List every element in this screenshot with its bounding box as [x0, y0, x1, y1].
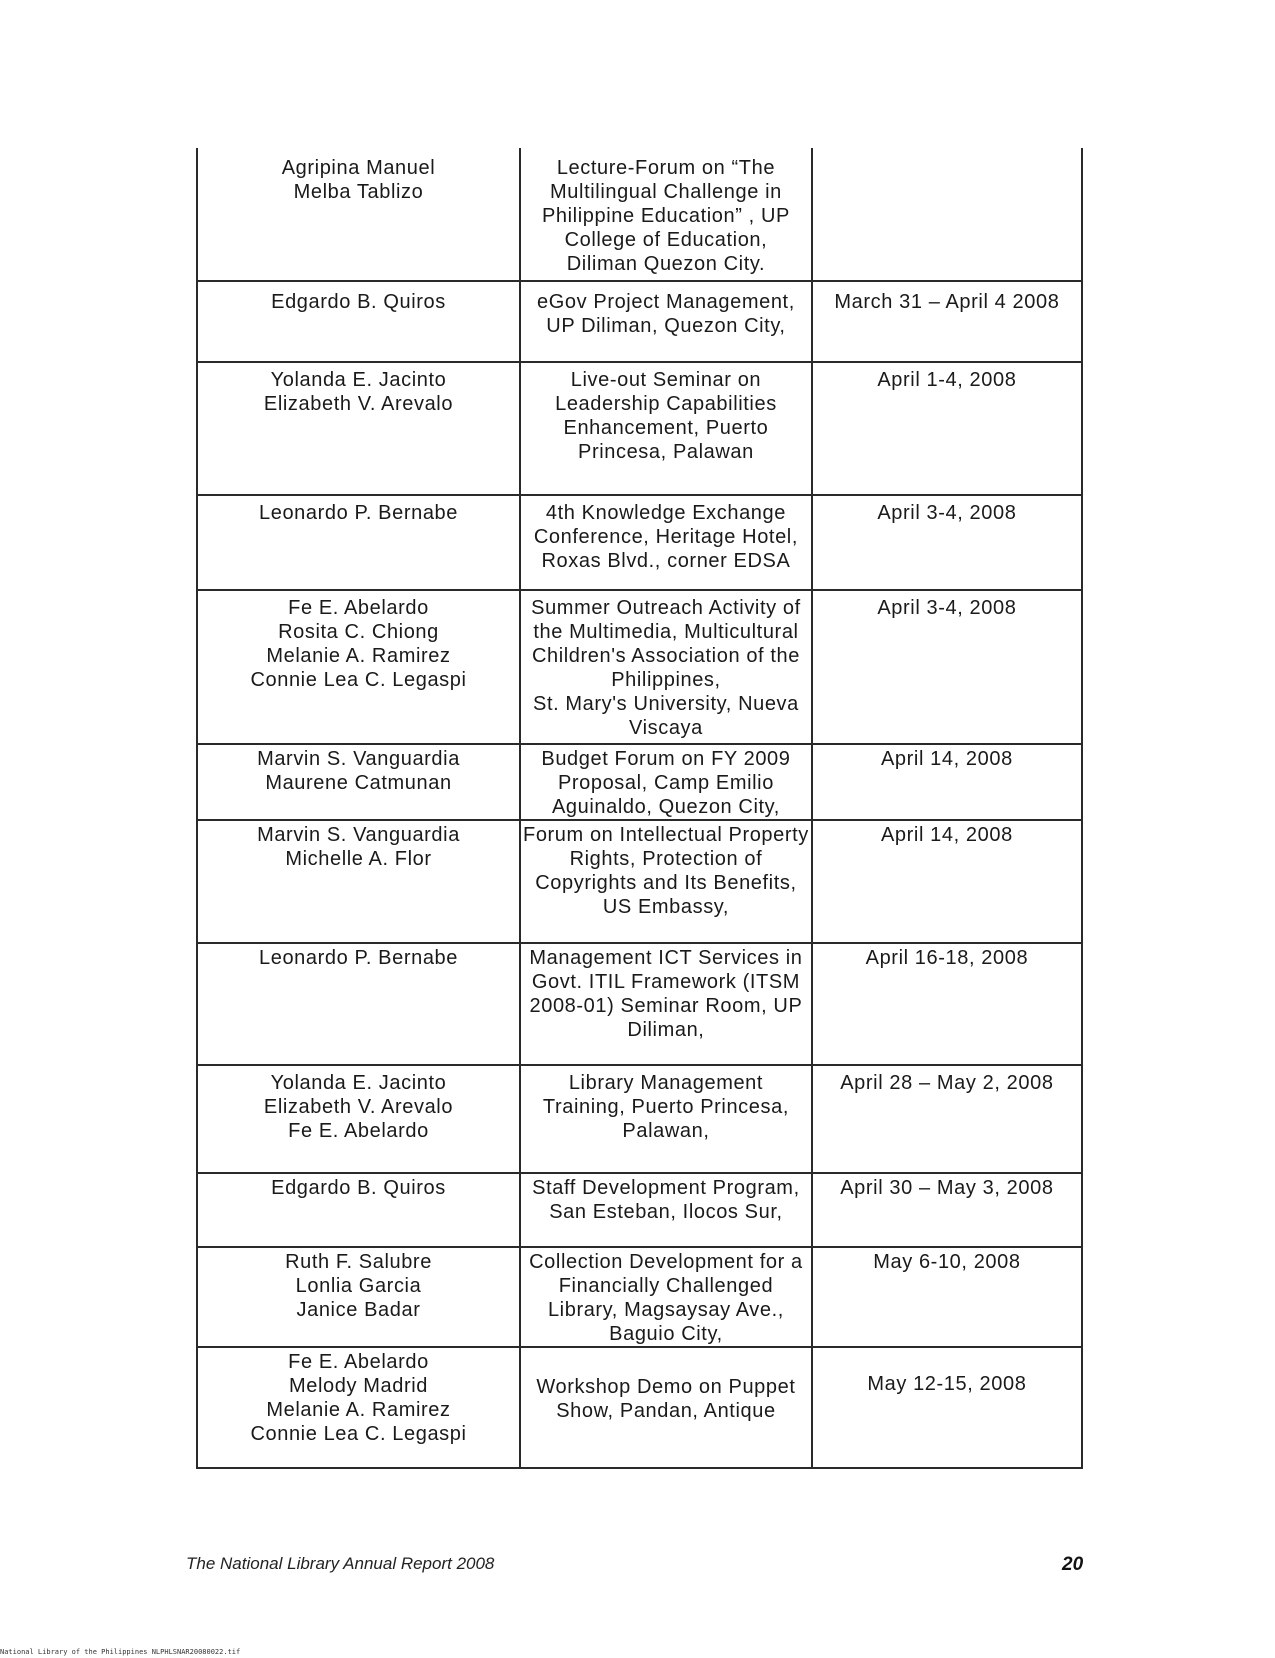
event-cell [520, 1247, 812, 1347]
table-row [197, 744, 1082, 820]
participant-name: Agripina Manuel [281, 157, 436, 179]
event-cell [520, 590, 812, 744]
event-line: Live-out Seminar on [570, 369, 762, 391]
page-number: 20 [1062, 1554, 1084, 1575]
event-line: Philippine Education” , UP [541, 205, 790, 227]
event-cell [520, 744, 812, 820]
event-cell [520, 1065, 812, 1173]
table-row [197, 943, 1082, 1065]
participant-name: Elizabeth V. Arevalo [263, 393, 454, 415]
participant-name: Marvin S. Vanguardia [257, 824, 460, 846]
event-date: April 1-4, 2008 [877, 369, 1017, 391]
event-date: April 14, 2008 [880, 824, 1013, 846]
footer-report-title: The National Library Annual Report 2008 [186, 1554, 495, 1573]
event-line: Training, Puerto Princesa, [542, 1096, 789, 1118]
participants-cell [197, 943, 520, 1065]
event-cell [520, 148, 812, 281]
event-line: 4th Knowledge Exchange [545, 502, 786, 524]
event-line: Staff Development Program, [532, 1177, 800, 1199]
participant-name: Yolanda E. Jacinto [270, 1072, 447, 1094]
training-table-body [197, 148, 1082, 1468]
event-date: May 12-15, 2008 [867, 1373, 1027, 1395]
event-line: Baguio City, [609, 1323, 723, 1345]
date-cell [812, 1173, 1082, 1247]
participant-name: Michelle A. Flor [285, 848, 432, 870]
table-row [197, 362, 1082, 495]
participants-cell [197, 1247, 520, 1347]
participants-cell [197, 820, 520, 943]
date-cell [812, 943, 1082, 1065]
event-line: Management ICT Services in [529, 947, 803, 969]
event-line: Workshop Demo on Puppet [536, 1375, 796, 1398]
date-cell [812, 362, 1082, 495]
event-line: eGov Project Management, [537, 291, 795, 313]
event-cell [520, 1173, 812, 1247]
event-line: Palawan, [622, 1120, 710, 1142]
participants-cell [197, 1347, 520, 1468]
participant-name: Edgardo B. Quiros [271, 291, 446, 313]
event-line: Collection Development for a [529, 1251, 803, 1273]
event-cell [520, 1347, 812, 1468]
event-line: Enhancement, Puerto [563, 417, 769, 439]
participant-name: Yolanda E. Jacinto [270, 369, 447, 391]
event-line: Princesa, Palawan [578, 441, 754, 463]
participants-cell [197, 590, 520, 744]
event-date: April 3-4, 2008 [877, 502, 1017, 524]
table-row [197, 590, 1082, 744]
event-line: Summer Outreach Activity of [531, 597, 801, 619]
event-line: Viscaya [629, 717, 703, 739]
event-date: April 3-4, 2008 [877, 597, 1017, 619]
event-line: San Esteban, Ilocos Sur, [549, 1201, 783, 1223]
event-date: April 14, 2008 [880, 748, 1013, 770]
participant-name: Ruth F. Salubre [285, 1251, 432, 1273]
table-row [197, 1347, 1082, 1468]
event-line: Multilingual Challenge in [550, 181, 782, 203]
participants-cell [197, 744, 520, 820]
event-line: Govt. ITIL Framework (ITSM [531, 971, 801, 993]
event-line: Proposal, Camp Emilio [557, 772, 774, 794]
table-row [197, 1247, 1082, 1347]
table-row [197, 820, 1082, 943]
event-line: Copyrights and Its Benefits, [535, 872, 797, 894]
date-cell [812, 148, 1082, 281]
participant-name: Connie Lea C. Legaspi [250, 1423, 467, 1445]
event-line: Show, Pandan, Antique [556, 1399, 776, 1422]
event-date: March 31 – April 4 2008 [834, 291, 1060, 313]
event-line: UP Diliman, Quezon City, [546, 315, 786, 337]
date-cell [812, 281, 1082, 362]
event-line: Diliman, [627, 1019, 705, 1041]
event-line: Financially Challenged [558, 1275, 774, 1297]
participant-name: Melody Madrid [289, 1375, 428, 1397]
event-line: Library Management [568, 1072, 764, 1094]
participant-name: Melanie A. Ramirez [266, 645, 451, 667]
table-row [197, 1173, 1082, 1247]
event-date: April 28 – May 2, 2008 [840, 1072, 1054, 1094]
participant-name: Edgardo B. Quiros [271, 1177, 446, 1199]
table-row [197, 148, 1082, 281]
event-line: Forum on Intellectual Property [523, 824, 809, 846]
participant-name: Fe E. Abelardo [288, 1351, 429, 1373]
event-cell [520, 943, 812, 1065]
event-line: 2008-01) Seminar Room, UP [529, 995, 803, 1017]
participant-name: Maurene Catmunan [265, 772, 452, 794]
participants-cell [197, 1065, 520, 1173]
participants-cell [197, 362, 520, 495]
date-cell [812, 744, 1082, 820]
event-line: Roxas Blvd., corner EDSA [541, 550, 791, 572]
event-line: Diliman Quezon City. [566, 253, 766, 275]
participant-name: Elizabeth V. Arevalo [263, 1096, 454, 1118]
participant-name: Rosita C. Chiong [278, 621, 439, 643]
event-date: May 6-10, 2008 [873, 1251, 1021, 1273]
participant-name: Fe E. Abelardo [288, 1120, 429, 1142]
event-cell [520, 495, 812, 590]
participants-cell [197, 148, 520, 281]
event-date: April 30 – May 3, 2008 [840, 1177, 1054, 1199]
event-line: Lecture-Forum on “The [556, 157, 776, 179]
participant-name: Leonardo P. Bernabe [259, 502, 458, 524]
event-line: Leadership Capabilities [555, 393, 777, 415]
event-line: St. Mary's University, Nueva [533, 693, 799, 715]
event-line: Conference, Heritage Hotel, [533, 526, 799, 548]
date-cell [812, 1247, 1082, 1347]
scan-caption: National Library of the Philippines NLPHLSNAR20080022.tif [0, 1648, 241, 1656]
event-line: Budget Forum on FY 2009 [541, 748, 791, 770]
event-line: Rights, Protection of [569, 848, 763, 870]
event-cell [520, 362, 812, 495]
event-date: April 16-18, 2008 [865, 947, 1029, 969]
event-line: Philippines, [611, 669, 721, 691]
participant-name: Fe E. Abelardo [288, 597, 429, 619]
event-line: the Multimedia, Multicultural [533, 621, 799, 643]
participant-name: Melba Tablizo [293, 181, 424, 203]
date-cell [812, 590, 1082, 744]
event-line: College of Education, [564, 229, 768, 251]
table-row [197, 1065, 1082, 1173]
date-cell [812, 820, 1082, 943]
event-line: Children's Association of the [531, 645, 800, 667]
event-line: Library, Magsaysay Ave., [547, 1299, 784, 1321]
participant-name: Marvin S. Vanguardia [257, 748, 460, 770]
participant-name: Janice Badar [296, 1299, 421, 1321]
participant-name: Melanie A. Ramirez [266, 1399, 451, 1421]
table-row [197, 281, 1082, 362]
event-cell [520, 281, 812, 362]
participants-cell [197, 281, 520, 362]
participants-cell [197, 1173, 520, 1247]
event-line: US Embassy, [602, 896, 730, 918]
participant-name: Connie Lea C. Legaspi [250, 669, 467, 691]
participant-name: Lonlia Garcia [295, 1275, 422, 1297]
event-cell [520, 820, 812, 943]
date-cell [812, 495, 1082, 590]
participant-name: Leonardo P. Bernabe [259, 947, 458, 969]
participants-cell [197, 495, 520, 590]
date-cell [812, 1065, 1082, 1173]
date-cell [812, 1347, 1082, 1468]
event-line: Aguinaldo, Quezon City, [551, 796, 780, 818]
table-row [197, 495, 1082, 590]
training-table [196, 148, 1083, 1469]
